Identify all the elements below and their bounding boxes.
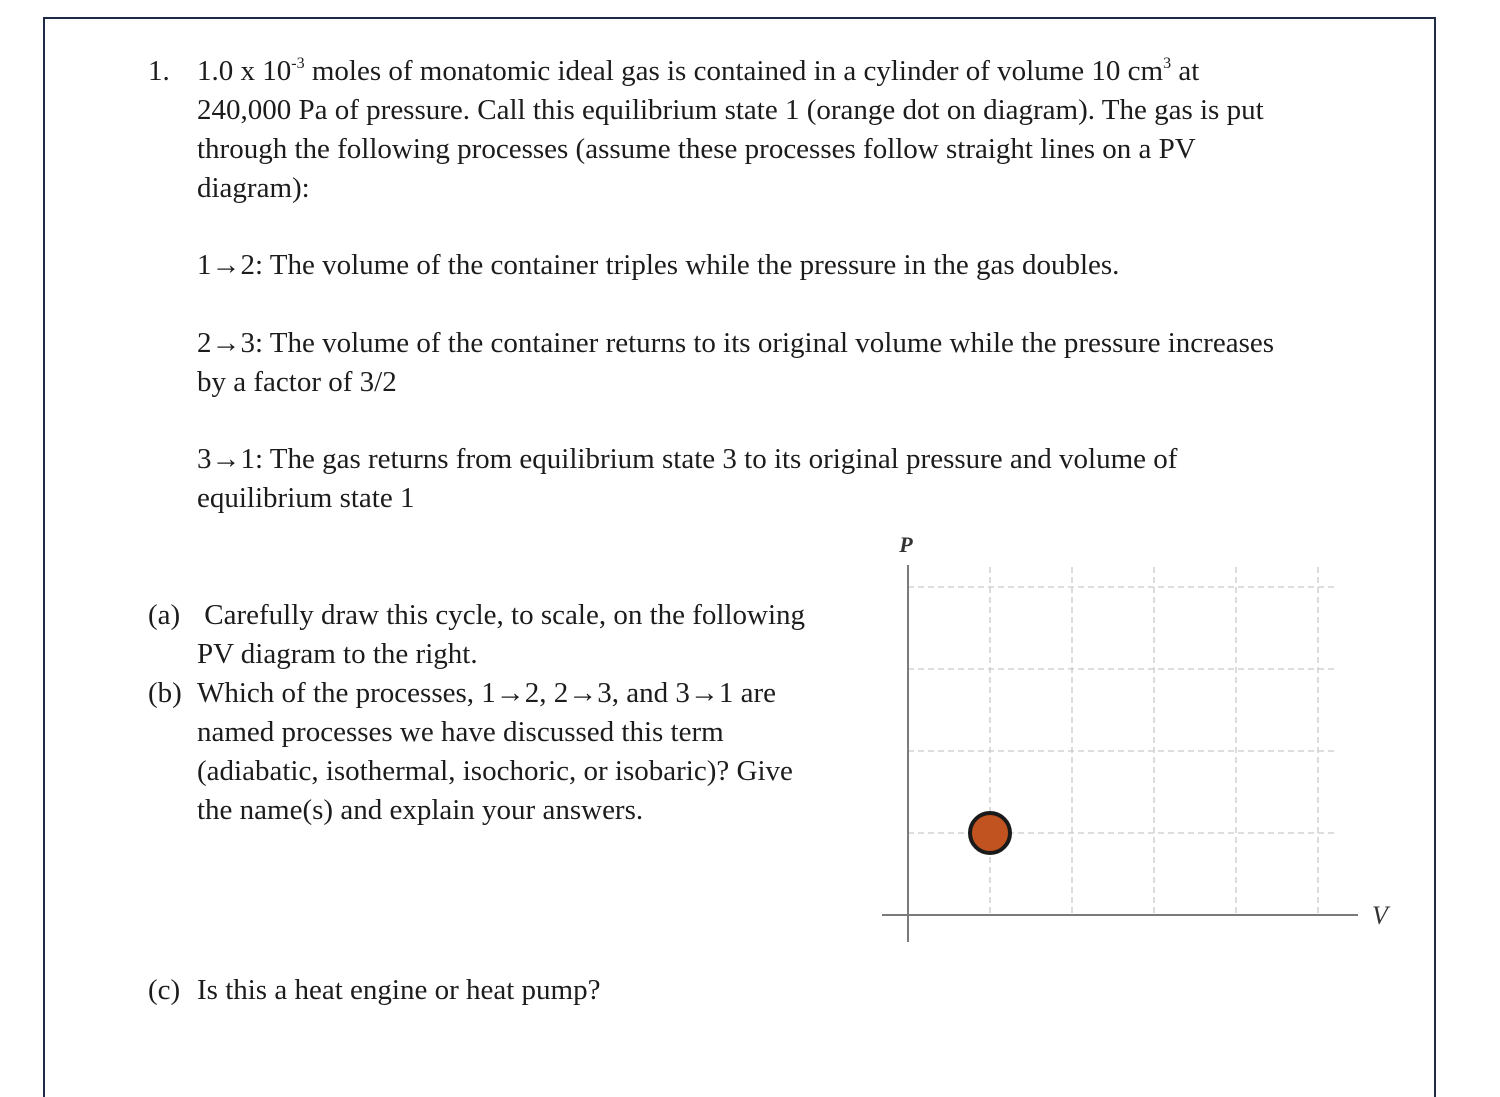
process-2-3-line-2: by a factor of 3/2 — [197, 366, 397, 398]
part-b-label: (b) — [148, 677, 182, 709]
part-a-line-1: Carefully draw this cycle, to scale, on the following — [197, 599, 806, 631]
pv-diagram — [870, 525, 1400, 955]
intro-line-1: 1.0 x $10^{-3}$ moles of monatomic ideal gas is contained in a cylinder of volume 10 $cm^3$ at — [197, 55, 1200, 87]
question-number: 1. — [148, 55, 170, 87]
process-2-3-line-1: 2→3: The volume of the container returns to its original volume while the pressure increases — [197, 327, 1275, 359]
state-1-marker — [970, 813, 1010, 853]
part-b-line-2: named processes we have discussed this term — [197, 716, 724, 748]
part-c-line-1: Is this a heat engine or heat pump? — [197, 974, 601, 1006]
intro-line-3: through the following processes (assume these processes follow straight lines on a PV — [197, 133, 1196, 165]
process-1-2: 1→2: The volume of the container triples while the pressure in the gas doubles. — [197, 249, 1120, 281]
part-b-line-3: (adiabatic, isothermal, isochoric, or isobaric)? Give — [197, 755, 793, 787]
part-c-label: (c) — [148, 974, 181, 1006]
part-b-line-1: Which of the processes, 1→2, 2→3, and 3→1 are — [197, 677, 777, 709]
part-a-line-2: PV diagram to the right. — [197, 638, 478, 670]
v-axis-label: V — [1372, 901, 1388, 930]
part-a-label: (a) — [148, 599, 181, 631]
intro-line-2: 240,000 Pa of pressure. Call this equilibrium state 1 (orange dot on diagram). The gas is put — [197, 94, 1264, 126]
intro-line-4: diagram): — [197, 172, 310, 204]
process-3-1-line-2: equilibrium state 1 — [197, 482, 415, 514]
part-b-line-4: the name(s) and explain your answers. — [197, 794, 644, 826]
p-axis-label: P — [899, 532, 913, 557]
process-3-1-line-1: 3→1: The gas returns from equilibrium state 3 to its original pressure and volume of — [197, 443, 1178, 475]
